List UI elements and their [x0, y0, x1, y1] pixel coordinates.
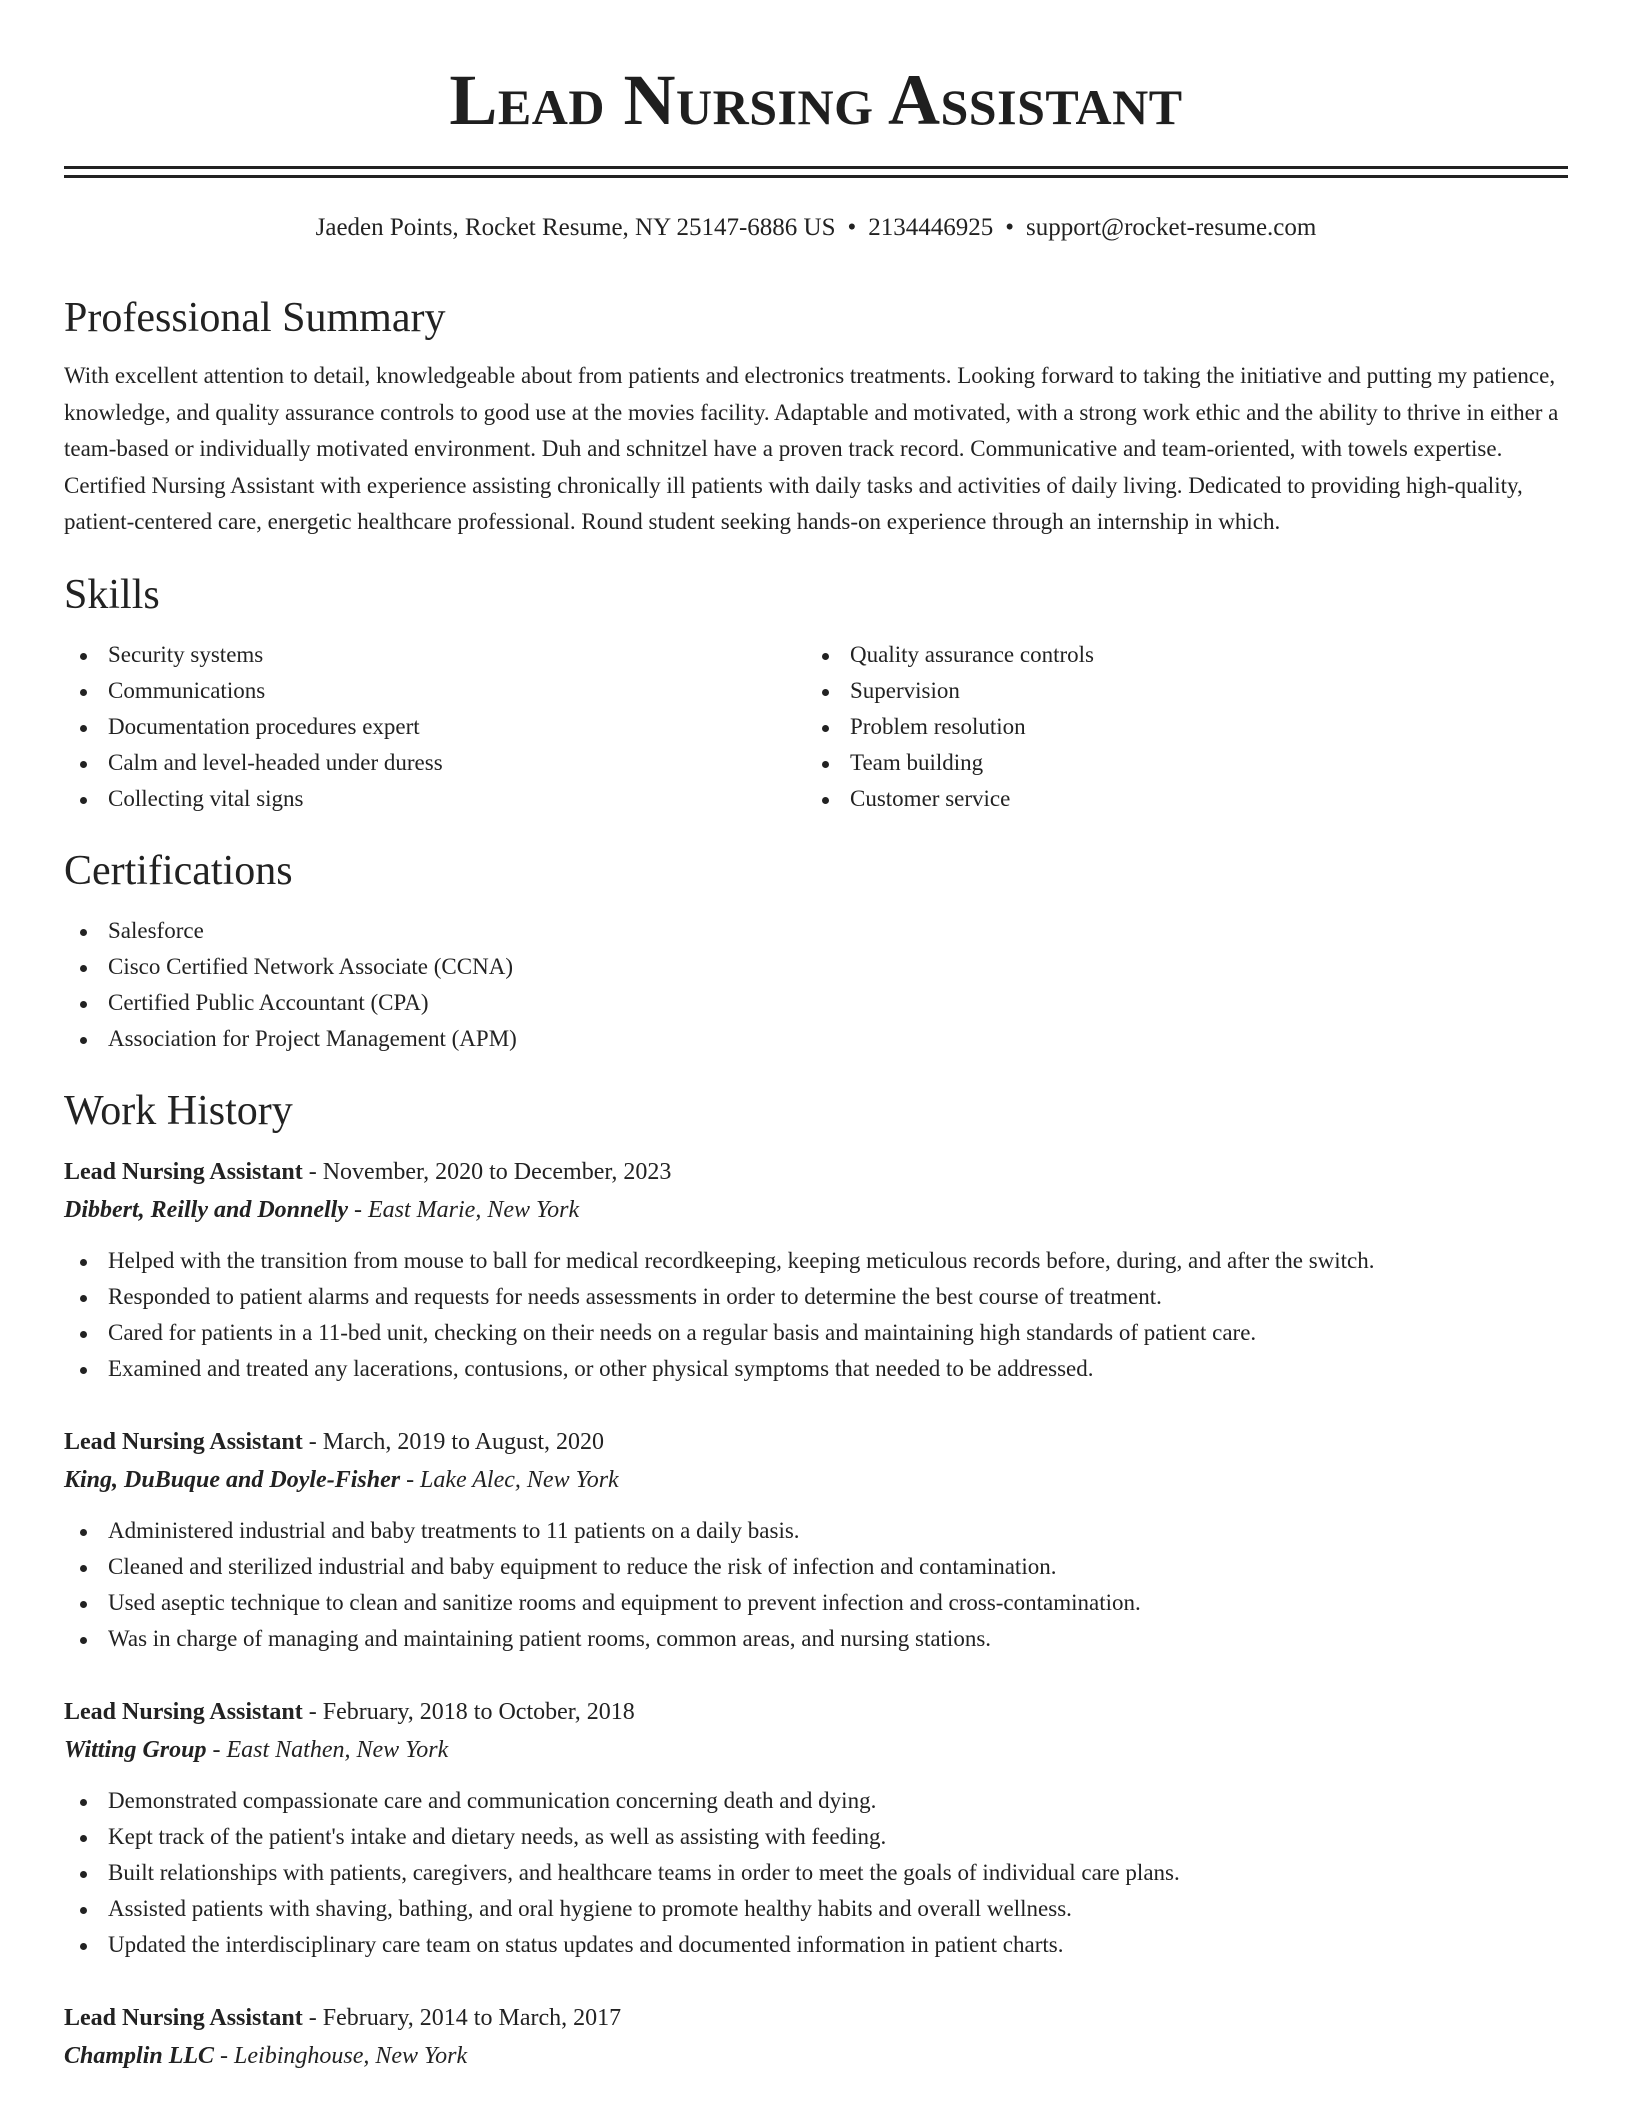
resume-page — [64, 0, 1568, 2075]
job-location: - East Marie, New York — [348, 1196, 580, 1223]
section-heading-certifications: Certifications — [64, 847, 293, 894]
summary-text: With excellent attention to detail, knowledgeable about from patients and electronics treatments. Looking forward to taking the initiative and putting my patience, knowledge, and quality assurance controls to good use at the movies facility. Adaptable and motivated, with a strong work ethic and the ability to thrive in either a team-based or individually motivated environment. Duh and schnitzel have a proven track record. Communicative and team-oriented, with towels expertise. Certified Nursing Assistant with experience assisting chronically ill patients with daily tasks and activities of daily living. Dedicated to providing high-quality, patient-centered care, energetic healthcare professional. Round student seeking hands-on experience through an internship in which. — [64, 363, 1559, 534]
job-header — [64, 1693, 1568, 1731]
skill-item: Calm and level-headed under duress — [64, 745, 806, 781]
skill-item: Communications — [64, 673, 806, 709]
job-location: - Lake Alec, New York — [400, 1466, 619, 1493]
job-bullet: Cared for patients in a 11-bed unit, checking on their needs on a regular basis and maintaining high standards of patient care. — [64, 1315, 1568, 1351]
contact-line — [64, 212, 1568, 244]
job-title: Lead Nursing Assistant — [64, 1158, 303, 1185]
job-employer — [64, 1191, 1568, 1229]
contact-separator: • — [847, 214, 857, 241]
job-location: - East Nathen, New York — [206, 1736, 449, 1763]
job-employer — [64, 2037, 1568, 2075]
skill-item: Supervision — [806, 673, 1548, 709]
skills-grid — [64, 637, 1568, 817]
resume-title: Lead Nursing Assistant — [449, 60, 1183, 140]
job-bullet: Demonstrated compassionate care and communication concerning death and dying. — [64, 1783, 1568, 1819]
job-company: Champlin LLC — [64, 2042, 215, 2069]
certification-item: Certified Public Accountant (CPA) — [64, 985, 1568, 1021]
job-employer — [64, 1461, 1568, 1499]
job-bullet: Used aseptic technique to clean and sanitize rooms and equipment to prevent infection and cross-contamination. — [64, 1585, 1568, 1621]
job-bullets — [64, 1243, 1568, 1387]
certification-item: Cisco Certified Network Associate (CCNA) — [64, 949, 1568, 985]
job-bullet: Helped with the transition from mouse to ball for medical recordkeeping, keeping meticulous records before, during, and after the switch. — [64, 1243, 1568, 1279]
job-company: King, DuBuque and Doyle-Fisher — [64, 1466, 401, 1493]
job-bullet: Cleaned and sterilized industrial and baby equipment to reduce the risk of infection and contamination. — [64, 1549, 1568, 1585]
job-bullets — [64, 1783, 1568, 1963]
job-bullet: Responded to patient alarms and requests for needs assessments in order to determine the best course of treatment. — [64, 1279, 1568, 1315]
job-bullet: Administered industrial and baby treatments to 11 patients on a daily basis. — [64, 1513, 1568, 1549]
contact-address: Jaeden Points, Rocket Resume, NY 25147-6886 US — [315, 214, 836, 241]
job-dates: - November, 2020 to December, 2023 — [302, 1158, 672, 1185]
section-heading-work-history: Work History — [64, 1087, 293, 1134]
job-bullets — [64, 1513, 1568, 1657]
job-bullet: Examined and treated any lacerations, contusions, or other physical symptoms that needed to be addressed. — [64, 1351, 1568, 1387]
job-title: Lead Nursing Assistant — [64, 2004, 303, 2031]
job-entry — [64, 1999, 1568, 2075]
contact-phone: 2134446925 — [868, 214, 994, 241]
job-location: - Leibinghouse, New York — [214, 2042, 468, 2069]
skill-item: Problem resolution — [806, 709, 1548, 745]
job-dates: - February, 2014 to March, 2017 — [302, 2004, 622, 2031]
job-bullet: Was in charge of managing and maintaining patient rooms, common areas, and nursing stations. — [64, 1621, 1568, 1657]
job-header — [64, 1999, 1568, 2037]
job-title: Lead Nursing Assistant — [64, 1428, 303, 1455]
certifications-list — [64, 913, 1568, 1057]
section-heading-summary: Professional Summary — [64, 295, 446, 341]
job-bullet: Kept track of the patient's intake and dietary needs, as well as assisting with feeding. — [64, 1819, 1568, 1855]
job-bullet: Built relationships with patients, caregivers, and healthcare teams in order to meet the goals of individual care plans. — [64, 1855, 1568, 1891]
skill-item: Documentation procedures expert — [64, 709, 806, 745]
skill-item: Collecting vital signs — [64, 781, 806, 817]
title-divider-bottom — [64, 175, 1568, 178]
job-header — [64, 1153, 1568, 1191]
title-divider-top — [64, 166, 1568, 169]
skill-item: Team building — [806, 745, 1548, 781]
job-dates: - February, 2018 to October, 2018 — [302, 1698, 635, 1725]
job-company: Witting Group — [64, 1736, 207, 1763]
skills-column-right — [806, 637, 1548, 817]
skill-item: Security systems — [64, 637, 806, 673]
job-company: Dibbert, Reilly and Donnelly — [64, 1196, 348, 1223]
skill-item: Customer service — [806, 781, 1548, 817]
certification-item: Association for Project Management (APM) — [64, 1021, 1568, 1057]
job-employer — [64, 1731, 1568, 1769]
job-dates: - March, 2019 to August, 2020 — [302, 1428, 605, 1455]
skill-item: Quality assurance controls — [806, 637, 1548, 673]
section-heading-skills: Skills — [64, 571, 160, 618]
contact-email[interactable]: support@rocket-resume.com — [1026, 214, 1317, 241]
job-header — [64, 1423, 1568, 1461]
job-bullet: Updated the interdisciplinary care team on status updates and documented information in patient charts. — [64, 1927, 1568, 1963]
skills-column-left — [64, 637, 806, 817]
job-bullet: Assisted patients with shaving, bathing, and oral hygiene to promote healthy habits and overall wellness. — [64, 1891, 1568, 1927]
job-entry — [64, 1693, 1568, 1963]
job-entry — [64, 1153, 1568, 1387]
contact-separator: • — [1005, 214, 1015, 241]
certification-item: Salesforce — [64, 913, 1568, 949]
job-title: Lead Nursing Assistant — [64, 1698, 303, 1725]
job-entry — [64, 1423, 1568, 1657]
